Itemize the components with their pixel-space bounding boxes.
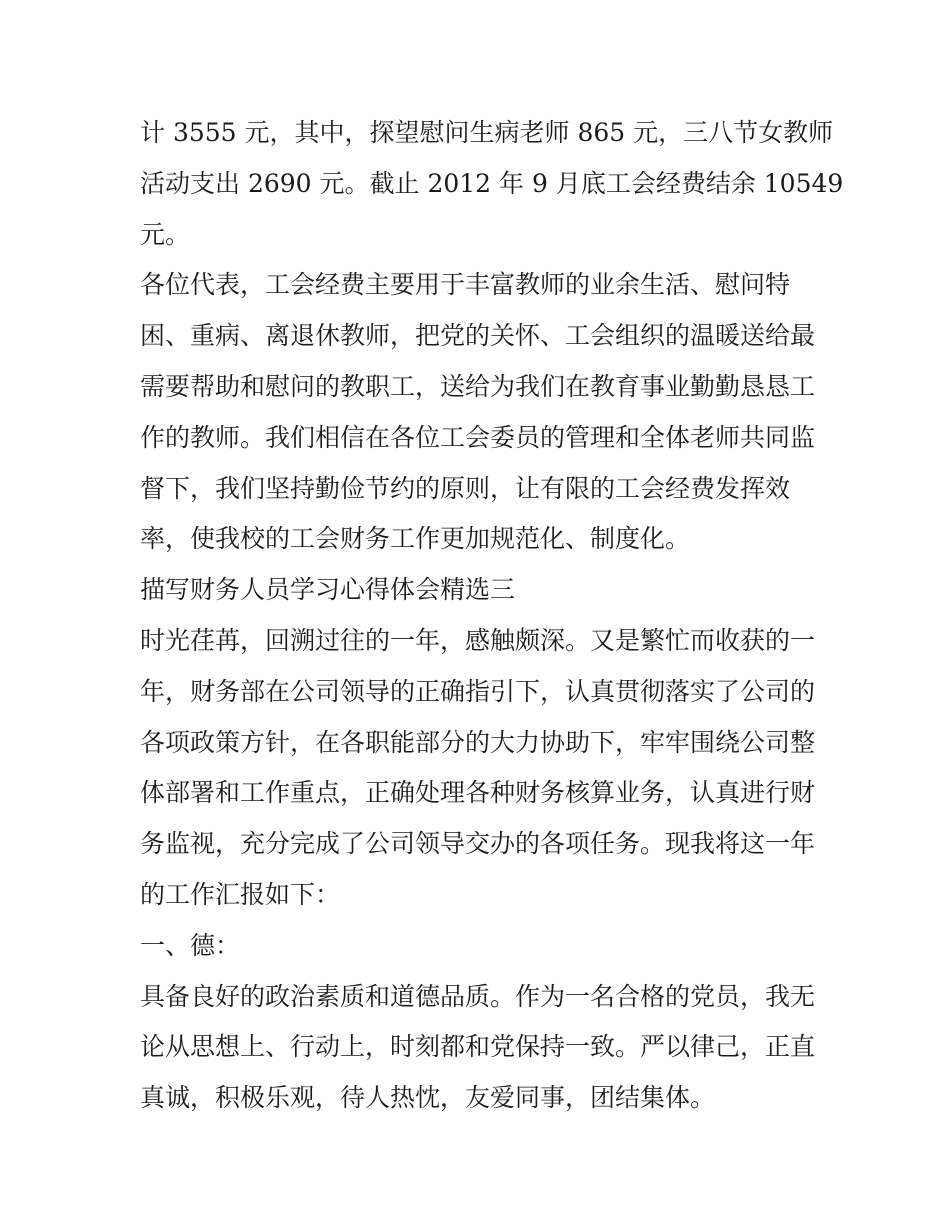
text-line: 具备良好的政治素质和道德品质。作为一名合格的党员，我无 <box>140 981 816 1011</box>
section-heading: 描写财务人员学习心得体会精选三 <box>140 575 516 605</box>
text-line: 体部署和工作重点，正确处理各种财务核算业务，认真进行财 <box>140 778 816 808</box>
text-line: 活动支出 2690 元。截止 2012 年 9 月底工会经费结余 10549 <box>140 168 844 198</box>
text-line: 务监视，充分完成了公司领导交办的各项任务。现我将这一年 <box>140 829 816 859</box>
subsection-heading: 一、德： <box>140 930 241 960</box>
text-line: 各项政策方针，在各职能部分的大力协助下，牢牢围绕公司整 <box>140 727 816 757</box>
document-body <box>140 108 844 1124</box>
text-line: 督下，我们坚持勤俭节约的原则，让有限的工会经费发挥效 <box>140 473 791 503</box>
text-line: 真诚，积极乐观，待人热忱，友爱同事，团结集体。 <box>140 1083 716 1113</box>
text-line: 论从思想上、行动上，时刻都和党保持一致。严以律己，正直 <box>140 1032 816 1062</box>
text-line: 的工作汇报如下： <box>140 879 341 909</box>
text-line: 需要帮助和慰问的教职工，送给为我们在教育事业勤勤恳恳工 <box>140 371 816 401</box>
text-line: 作的教师。我们相信在各位工会委员的管理和全体老师共同监 <box>140 422 816 452</box>
text-line: 时光荏苒，回溯过往的一年，感触颇深。又是繁忙而收获的一 <box>140 625 816 655</box>
text-line: 元。 <box>140 219 191 249</box>
text-line: 率，使我校的工会财务工作更加规范化、制度化。 <box>140 524 691 554</box>
text-line: 困、重病、离退休教师，把党的关怀、工会组织的温暖送给最 <box>140 321 816 351</box>
text-line: 年，财务部在公司领导的正确指引下，认真贯彻落实了公司的 <box>140 676 816 706</box>
text-line: 计 3555 元，其中，探望慰问生病老师 865 元，三八节女教师 <box>140 118 834 147</box>
text-line: 各位代表，工会经费主要用于丰富教师的业余生活、慰问特 <box>140 270 791 300</box>
